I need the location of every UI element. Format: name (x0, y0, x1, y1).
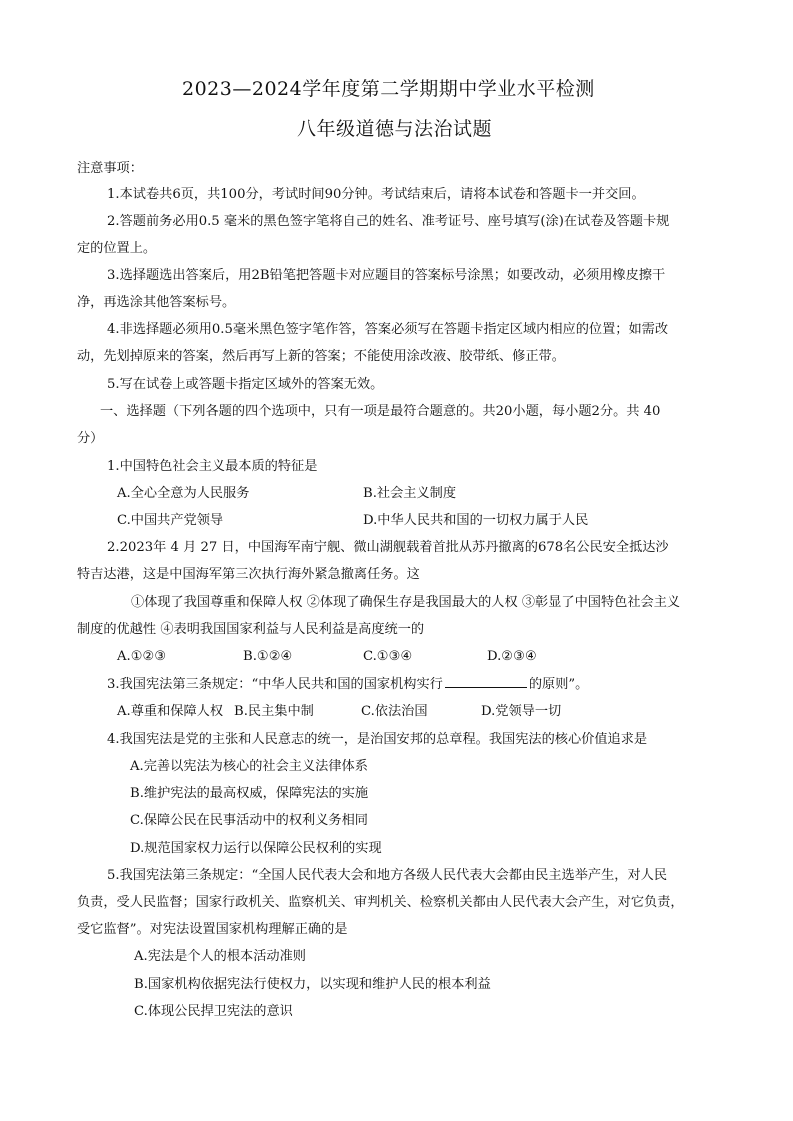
option-c: C.①③④ (363, 649, 413, 664)
option-c: C.中国共产党领导 (117, 513, 224, 528)
question-stem-prefix: 3.我国宪法第三条规定：“中华人民共和国的国家机构实行 (107, 677, 443, 692)
answer-blank (445, 675, 527, 688)
option-d: D.党领导一切 (481, 704, 562, 719)
question-stem: 受它监督”。对宪法设置国家机构理解正确的是 (77, 922, 348, 937)
notes-line: 5.写在试卷上或答题卡指定区域外的答案无效。 (107, 377, 384, 392)
option-a: A.全心全意为人民服务 (117, 486, 250, 501)
notes-line: 净，再选涂其他答案标号。 (77, 295, 236, 310)
exam-title: 2023—2024学年度第二学期期中学业水平检测 (182, 78, 595, 100)
question-stem (107, 675, 588, 694)
question-stem: 4.我国宪法是党的主张和人民意志的统一，是治国安邦的总章程。我国宪法的核心价值追求是 (107, 732, 648, 747)
option-c: C.体现公民捍卫宪法的意识 (134, 1004, 293, 1019)
question-stem-suffix: 的原则”。 (528, 677, 589, 692)
notes-line: 动，先划掉原来的答案，然后再写上新的答案；不能使用涂改液、胶带纸、修正带。 (77, 349, 565, 364)
option-d: D.中华人民共和国的一切权力属于人民 (363, 513, 589, 528)
question-stem: 负责，受人民监督；国家行政机关、监察机关、审判机关、检察机关都由人民代表大会产生，对它负责， (77, 895, 684, 910)
question-stem: 2.2023年 4 月 27 日，中国海军南宁舰、微山湖舰载着首批从苏丹撤离的678名公民安全抵达沙 (107, 540, 669, 555)
option-a: A.①②③ (117, 649, 167, 664)
option-a: A.尊重和保障人权 (117, 704, 224, 719)
section-heading: 一、选择题（下列各题的四个选项中，只有一项是最符合题意的。共20小题，每小题2分。共 40 (100, 404, 661, 419)
statement-list: ①体现了我国尊重和保障人权 ②体现了确保生存是我国最大的人权 ③彰显了中国特色社会主义 (131, 595, 681, 610)
notes-line: 2.答题前务必用0.5 毫米的黑色签字笔将自己的姓名、准考证号、座号填写(涂)在试卷及答题卡规 (107, 214, 670, 229)
option-c: C.保障公民在民事活动中的权利义务相同 (130, 813, 368, 828)
question-stem: 1.中国特色社会主义最本质的特征是 (107, 459, 318, 474)
notes-heading: 注意事项： (77, 161, 143, 176)
notes-line: 1.本试卷共6页，共100分，考试时间90分钟。考试结束后，请将本试卷和答题卡一并交回。 (107, 187, 645, 202)
option-b: B.民主集中制 (234, 704, 314, 719)
option-b: B.国家机构依据宪法行使权力，以实现和维护人民的根本利益 (134, 977, 491, 992)
statement-list: 制度的优越性 ④表明我国国家利益与人民利益是高度统一的 (77, 622, 425, 637)
section-heading: 分） (77, 431, 104, 446)
notes-line: 3.选择题选出答案后，用2B铅笔把答题卡对应题目的答案标号涂黑；如要改动，必须用橡皮擦干 (107, 268, 666, 283)
option-b: B.维护宪法的最高权威，保障宪法的实施 (130, 786, 369, 801)
option-b: B.①②④ (243, 649, 293, 664)
option-d: D.②③④ (487, 649, 537, 664)
option-a: A.宪法是个人的根本活动准则 (134, 949, 306, 964)
exam-subtitle: 八年级道德与法治试题 (297, 118, 493, 140)
option-b: B.社会主义制度 (363, 486, 457, 501)
question-stem: 5.我国宪法第三条规定：“全国人民代表大会和地方各级人民代表大会都由民主选举产生，对人民 (107, 868, 668, 883)
notes-line: 定的位置上。 (77, 241, 157, 256)
option-d: D.规范国家权力运行以保障公民权利的实现 (130, 841, 382, 856)
notes-line: 4.非选择题必须用0.5毫米黑色签字笔作答，答案必须写在答题卡指定区域内相应的位置；如需改 (107, 322, 669, 337)
option-a: A.完善以宪法为核心的社会主义法律体系 (130, 759, 368, 774)
option-c: C.依法治国 (361, 704, 428, 719)
question-stem: 特吉达港，这是中国海军第三次执行海外紧急撤离任务。这 (77, 567, 420, 582)
